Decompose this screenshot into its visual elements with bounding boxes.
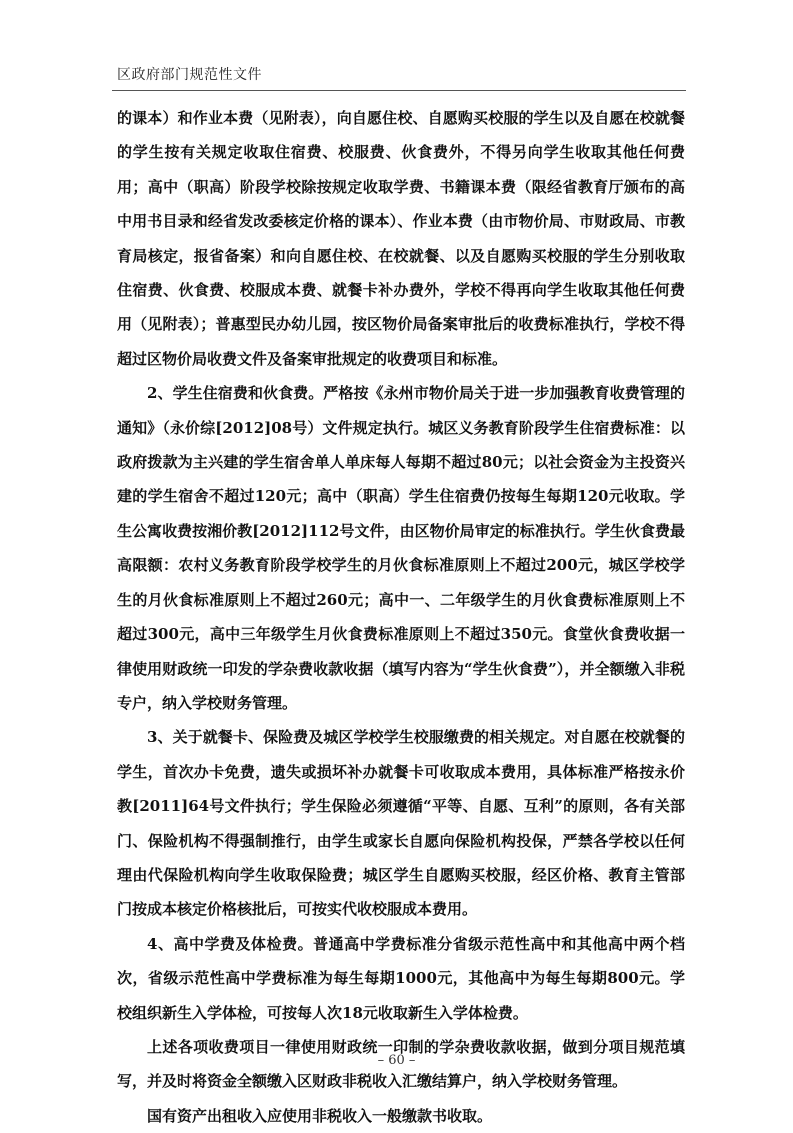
paragraph-meal-card-insurance-uniform: 3、关于就餐卡、保险费及城区学校学生校服缴费的相关规定。对自愿在校就餐的学生，首次办卡免费，遗失或损坏补办就餐卡可收取成本费用，具体标准严格按永价教[2011]64号文件执行；学生保险必须遵循“平等、自愿、互利”的原则，各有关部门、保险机构不得强制推行，由学生或家长自愿向保险机构投保，严禁各学校以任何理由代保险机构向学生收取保险费；城区学生自愿购买校服，经区价格、教育主管部门按成本核定价格核批后，可按实代收校服成本费用。 xyxy=(117,728,685,919)
paragraph-continuation: 的课本）和作业本费（见附表），向自愿住校、自愿购买校服的学生以及自愿在校就餐的学生按有关规定收取住宿费、校服费、伙食费外，不得另向学生收取其他任何费用；高中（职高）阶段学校除按规定收取学费、书籍课本费（限经省教育厅颁布的高中用书目录和经省发改委核定价格的课本）、作业本费（由市物价局、市财政局、市教育局核定，报省备案）和向自愿住校、在校就餐、以及自愿购买校服的学生分别收取住宿费、伙食费、校服成本费、就餐卡补办费外，学校不得再向学生收取其他任何费用（见附表）；普惠型民办幼儿园，按区物价局备案审批后的收费标准执行，学校不得超过区物价局收费文件及备案审批规定的收费项目和标准。 xyxy=(117,109,685,368)
header-divider xyxy=(112,90,686,91)
running-header: 区政府部门规范性文件 xyxy=(117,67,262,83)
paragraph-tuition-medical-exam: 4、高中学费及体检费。普通高中学费标准分省级示范性高中和其他高中两个档次，省级示范性高中学费标准为每生每期1000元，其他高中为每生每期800元。学校组织新生入学体检，可按每人次18元收取新生入学体检费。 xyxy=(117,934,685,1022)
paragraph-state-assets: 国有资产出租收入应使用非税收入一般缴款书收取。 xyxy=(147,1106,493,1125)
paragraph-accommodation-meal-fees: 2、学生住宿费和伙食费。严格按《永州市物价局关于进一步加强教育收费管理的通知》（永价综[2012]08号）文件规定执行。城区义务教育阶段学生住宿费标准：以政府拨款为主兴建的学生宿舍单人单床每人每期不超过80元；以社会资金为主投资兴建的学生宿舍不超过120元；高中（职高）学生住宿费仍按每生每期120元收取。学生公寓收费按湘价教[2012]112号文件，由区物价局审定的标准执行。学生伙食费最高限额：农村义务教育阶段学校学生的月伙食标准原则上不超过200元，城区学校学生的月伙食标准原则上不超过260元；高中一、二年级学生的月伙食费标准原则上不超过300元，高中三年级学生月伙食费标准原则上不超过350元。食堂伙食费收据一律使用财政统一印发的学杂费收款收据（填写内容为“学生伙食费”），并全额缴入非税专户，纳入学校财务管理。 xyxy=(117,384,685,712)
document-body xyxy=(117,101,685,1133)
page-number: – 60 – xyxy=(377,1053,416,1068)
paragraph-receipts: 上述各项收费项目一律使用财政统一印制的学杂费收款收据，做到分项目规范填写，并及时将资金全额缴入区财政非税收入汇缴结算户，纳入学校财务管理。 xyxy=(117,1037,685,1091)
